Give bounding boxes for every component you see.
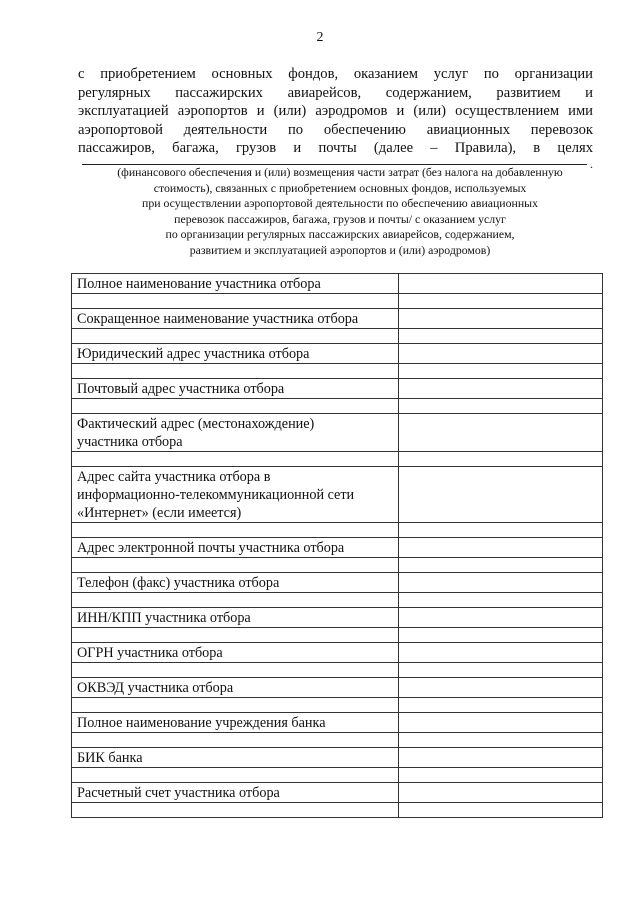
spacer-row — [72, 329, 603, 344]
table-row — [72, 379, 603, 399]
spacer-cell[interactable] — [72, 628, 399, 643]
table-row — [72, 783, 603, 803]
spacer-row — [72, 593, 603, 608]
spacer-cell[interactable] — [399, 558, 603, 573]
field-value-cell[interactable] — [399, 538, 603, 558]
spacer-cell[interactable] — [399, 294, 603, 309]
spacer-row — [72, 768, 603, 783]
page-number: 2 — [316, 30, 324, 45]
caption-line: перевозок пассажиров, багажа, грузов и почты/ с оказанием услуг — [174, 211, 506, 226]
table-row — [72, 643, 603, 663]
spacer-row — [72, 558, 603, 573]
field-value-cell[interactable] — [399, 678, 603, 698]
field-value-cell[interactable] — [399, 783, 603, 803]
spacer-cell[interactable] — [399, 768, 603, 783]
field-label: ОГРН участника отбора — [77, 645, 223, 661]
spacer-row — [72, 698, 603, 713]
field-label: ИНН/КПП участника отбора — [77, 610, 251, 626]
intro-line: с приобретением основных фондов, оказанием услуг по организации — [78, 66, 593, 82]
table-row — [72, 309, 603, 329]
spacer-row — [72, 803, 603, 818]
field-value-cell[interactable] — [399, 573, 603, 593]
spacer-cell[interactable] — [399, 523, 603, 538]
spacer-cell[interactable] — [399, 364, 603, 379]
spacer-row — [72, 628, 603, 643]
spacer-row — [72, 364, 603, 379]
caption-line: стоимость), связанных с приобретением основных фондов, используемых — [153, 180, 527, 195]
spacer-cell[interactable] — [72, 698, 399, 713]
field-label-cell — [72, 643, 399, 663]
field-label-cell — [72, 414, 399, 452]
field-label: Полное наименование участника отбора — [77, 276, 321, 292]
field-label: БИК банка — [77, 750, 143, 766]
field-label-cell — [72, 748, 399, 768]
intro-line: аэропортовой деятельности по обеспечению авиационных перевозок — [78, 121, 593, 138]
caption-line: по организации регулярных пассажирских авиарейсов, содержанием, — [165, 227, 515, 242]
spacer-cell[interactable] — [72, 558, 399, 573]
field-value-cell[interactable] — [399, 379, 603, 399]
spacer-row — [72, 452, 603, 467]
field-label: Почтовый адрес участника отбора — [77, 381, 285, 397]
field-label-cell — [72, 538, 399, 558]
field-label: Адрес сайта участника отбора в — [77, 469, 271, 485]
underline-caption — [80, 165, 600, 259]
field-label: ОКВЭД участника отбора — [77, 680, 234, 696]
spacer-cell[interactable] — [399, 452, 603, 467]
spacer-row — [72, 399, 603, 414]
field-value-cell[interactable] — [399, 414, 603, 452]
field-label: информационно-телекоммуникационной сети — [77, 487, 355, 503]
spacer-cell[interactable] — [399, 698, 603, 713]
caption-line: развитием и эксплуатацией аэропортов и (или) аэродромов) — [189, 242, 491, 257]
intro-line: регулярных пассажирских авиарейсов, содержанием, развитием и — [78, 84, 593, 101]
table-row — [72, 274, 603, 294]
spacer-cell[interactable] — [72, 364, 399, 379]
field-label: «Интернет» (если имеется) — [77, 505, 242, 521]
spacer-cell[interactable] — [72, 768, 399, 783]
field-label: Полное наименование учреждения банка — [77, 715, 326, 731]
intro-line: эксплуатацией аэропортов и (или) аэродромов и (или) осуществлением ими — [78, 103, 593, 120]
spacer-cell[interactable] — [72, 452, 399, 467]
spacer-cell[interactable] — [72, 663, 399, 678]
field-label: Телефон (факс) участника отбора — [77, 575, 280, 591]
caption-line: при осуществлении аэропортовой деятельности по обеспечению авиационных — [142, 196, 538, 211]
field-label-cell — [72, 309, 399, 329]
field-value-cell[interactable] — [399, 467, 603, 523]
field-value-cell[interactable] — [399, 713, 603, 733]
field-label: Юридический адрес участника отбора — [77, 346, 310, 362]
spacer-cell[interactable] — [399, 329, 603, 344]
spacer-cell[interactable] — [72, 294, 399, 309]
spacer-cell[interactable] — [72, 399, 399, 414]
field-value-cell[interactable] — [399, 608, 603, 628]
spacer-cell[interactable] — [399, 663, 603, 678]
spacer-cell[interactable] — [72, 329, 399, 344]
field-label: Фактический адрес (местонахождение) — [77, 416, 315, 432]
field-value-cell[interactable] — [399, 344, 603, 364]
spacer-cell[interactable] — [399, 733, 603, 748]
field-label: участника отбора — [77, 434, 183, 450]
spacer-cell[interactable] — [399, 399, 603, 414]
spacer-row — [72, 523, 603, 538]
field-value-cell[interactable] — [399, 309, 603, 329]
field-label: Сокращенное наименование участника отбора — [77, 311, 359, 327]
participant-info-table — [71, 273, 603, 818]
spacer-cell[interactable] — [399, 628, 603, 643]
spacer-row — [72, 294, 603, 309]
table-row — [72, 748, 603, 768]
field-label-cell — [72, 467, 399, 523]
table-row — [72, 713, 603, 733]
spacer-cell[interactable] — [72, 803, 399, 818]
table-row — [72, 467, 603, 523]
spacer-row — [72, 733, 603, 748]
table-row — [72, 573, 603, 593]
caption-line: (финансового обеспечения и (или) возмещения части затрат (без налога на добавленную — [117, 165, 563, 179]
field-label-cell — [72, 344, 399, 364]
spacer-cell[interactable] — [72, 523, 399, 538]
table-row — [72, 344, 603, 364]
rule-end-dot: . — [590, 157, 593, 171]
field-label-cell — [72, 678, 399, 698]
spacer-cell[interactable] — [72, 733, 399, 748]
field-label: Адрес электронной почты участника отбора — [77, 540, 345, 556]
field-label: Расчетный счет участника отбора — [77, 785, 280, 801]
spacer-cell[interactable] — [399, 803, 603, 818]
field-label-cell — [72, 274, 399, 294]
field-label-cell — [72, 608, 399, 628]
field-value-cell[interactable] — [399, 643, 603, 663]
intro-paragraph — [78, 65, 593, 158]
field-label-cell — [72, 573, 399, 593]
table-row — [72, 414, 603, 452]
intro-line: пассажиров, багажа, грузов и почты (далее – Правила), в целях — [78, 140, 593, 157]
table-row — [72, 678, 603, 698]
field-label-cell — [72, 713, 399, 733]
table-row — [72, 608, 603, 628]
spacer-cell[interactable] — [72, 593, 399, 608]
field-value-cell[interactable] — [399, 274, 603, 294]
spacer-row — [72, 663, 603, 678]
field-label-cell — [72, 379, 399, 399]
field-label-cell — [72, 783, 399, 803]
field-value-cell[interactable] — [399, 748, 603, 768]
spacer-cell[interactable] — [399, 593, 603, 608]
table-row — [72, 538, 603, 558]
